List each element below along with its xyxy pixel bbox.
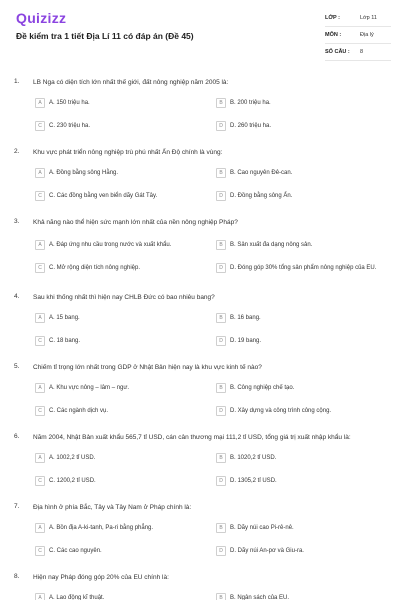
option-text: B. Dãy núi cao Pi-rê-nê. [230,525,294,531]
question-number: 4. [14,293,20,300]
option-letter-box: B [216,383,226,393]
meta-value: 8 [360,49,364,55]
option-text: D. Đóng góp 30% tổng sản phẩm nông nghiệp của EU. [230,265,377,271]
answer-option-b[interactable] [216,240,388,250]
answer-option-a[interactable] [35,98,205,108]
question-text: Hiện nay Pháp đóng góp 20% của EU chính là: [33,574,169,581]
option-letter-box: C [35,546,45,556]
meta-value: Lớp 11 [360,15,377,21]
answer-option-c[interactable] [35,121,205,131]
answer-option-d[interactable] [216,406,388,416]
answer-option-b[interactable] [216,453,388,463]
answer-option-c[interactable] [35,191,205,201]
option-text: B. Ngân sách của EU. [230,595,290,600]
option-text: C. Mở rộng diện tích nông nghiệp. [49,265,140,271]
option-letter-box: B [216,453,226,463]
option-text: A. Khu vực nông – lâm – ngư. [49,385,130,391]
option-text: B. Cao nguyên Đê-can. [230,170,293,176]
answer-option-d[interactable] [216,546,388,556]
option-letter-box: C [35,476,45,486]
answer-option-b[interactable] [216,593,388,600]
option-text: D. 260 triệu ha. [230,123,272,129]
worksheet-meta [325,10,391,61]
question-text: Sau khi thống nhất thì hiện nay CHLB Đức có bao nhiêu bang? [33,294,215,301]
question-text: Địa hình ở phía Bắc, Tây và Tây Nam ở Pháp chính là: [33,504,192,511]
answer-option-c[interactable] [35,336,205,346]
option-letter-box: D [216,406,226,416]
option-letter-box: A [35,313,45,323]
option-letter-box: D [216,476,226,486]
answer-option-a[interactable] [35,383,205,393]
meta-label: MÔN : [325,32,342,38]
answer-option-c[interactable] [35,476,205,486]
option-text: D. 1305,2 tỉ USD. [230,478,277,484]
question-text: Năm 2004, Nhật Bản xuất khẩu 565,7 tỉ USD, cán cân thương mại 111,2 tỉ USD, tổng giá trị xuất nhập khẩu là: [33,434,351,441]
option-text: A. Bồn địa A-ki-tanh, Pa-ri bằng phẳng. [49,525,154,531]
answer-option-c[interactable] [35,546,205,556]
meta-row-class [325,10,391,27]
option-letter-box: B [216,240,226,250]
question-block [0,363,400,431]
meta-label: SỐ CÂU : [325,49,350,55]
answer-option-d[interactable] [216,336,388,346]
question-number: 5. [14,363,20,370]
option-letter-box: C [35,191,45,201]
question-block [0,148,400,216]
option-text: A. Lao động kĩ thuật. [49,595,105,600]
answer-option-b[interactable] [216,523,388,533]
option-text: C. Các cao nguyên. [49,548,102,554]
question-block [0,293,400,361]
answer-option-a[interactable] [35,523,205,533]
option-text: C. 230 triệu ha. [49,123,91,129]
option-letter-box: D [216,546,226,556]
option-letter-box: D [216,336,226,346]
option-text: B. Sản xuất đa dạng nông sản. [230,242,313,248]
question-text: LB Nga có diện tích lớn nhất thế giới, đất nông nghiệp năm 2005 là: [33,79,229,86]
option-text: A. 1002,2 tỉ USD. [49,455,96,461]
option-text: B. 200 triệu ha. [230,100,271,106]
option-letter-box: B [216,593,226,600]
question-text: Khả năng nào thể hiện sức mạnh lớn nhất của nền nông nghiệp Pháp? [33,219,238,226]
answer-option-c[interactable] [35,406,205,416]
answer-option-d[interactable] [216,263,388,273]
question-block [0,433,400,501]
option-text: D. 19 bang. [230,338,262,344]
option-letter-box: C [35,263,45,273]
answer-option-d[interactable] [216,191,388,201]
question-text: Khu vực phát triển nông nghiệp trù phú nhất Ấn Độ chính là vùng: [33,149,223,156]
question-block [0,573,400,600]
option-letter-box: D [216,191,226,201]
option-text: A. 15 bang. [49,315,80,321]
option-letter-box: A [35,240,45,250]
option-letter-box: D [216,263,226,273]
answer-option-b[interactable] [216,383,388,393]
question-number: 8. [14,573,20,580]
option-text: D. Dãy núi An-pơ và Giu-ra. [230,548,304,554]
option-letter-box: A [35,453,45,463]
meta-row-count [325,44,391,61]
option-text: A. Đáp ứng nhu cầu trong nước và xuất khẩu. [49,242,172,248]
option-text: C. 1200,2 tỉ USD. [49,478,96,484]
option-letter-box: C [35,336,45,346]
answer-option-d[interactable] [216,121,388,131]
question-number: 3. [14,218,20,225]
option-text: C. Các đồng bằng ven biển dãy Gát Tây. [49,193,158,199]
answer-option-a[interactable] [35,453,205,463]
question-number: 7. [14,503,20,510]
question-text: Chiếm tỉ trọng lớn nhất trong GDP ở Nhật Bản hiện nay là khu vực kinh tế nào? [33,364,262,371]
question-block [0,218,400,286]
option-letter-box: B [216,313,226,323]
option-letter-box: A [35,593,45,600]
answer-option-d[interactable] [216,476,388,486]
option-letter-box: A [35,523,45,533]
meta-row-subject [325,27,391,44]
option-text: B. 1020,2 tỉ USD. [230,455,277,461]
option-letter-box: C [35,121,45,131]
option-text: C. 18 bang. [49,338,81,344]
question-block [0,78,400,146]
option-letter-box: B [216,523,226,533]
answer-option-b[interactable] [216,168,388,178]
option-text: B. 16 bang. [230,315,261,321]
answer-option-a[interactable] [35,313,205,323]
option-text: D. Đồng bằng sông Ấn. [230,193,293,199]
option-letter-box: B [216,168,226,178]
question-number: 6. [14,433,20,440]
answer-option-a[interactable] [35,168,205,178]
answer-option-b[interactable] [216,98,388,108]
quizizz-logo: Quizizz [16,10,67,26]
option-text: A. 150 triệu ha. [49,100,90,106]
answer-option-b[interactable] [216,313,388,323]
question-number: 2. [14,148,20,155]
option-text: C. Các ngành dịch vụ. [49,408,109,414]
option-letter-box: B [216,98,226,108]
option-letter-box: A [35,168,45,178]
option-text: A. Đồng bằng sông Hằng. [49,170,119,176]
meta-value: Địa lý [360,32,374,38]
meta-label: LỚP : [325,15,340,21]
option-text: B. Công nghiệp chế tạo. [230,385,295,391]
option-text: D. Xây dựng và công trình công cộng. [230,408,332,414]
answer-option-a[interactable] [35,240,205,250]
answer-option-a[interactable] [35,593,205,600]
answer-option-c[interactable] [35,263,205,273]
worksheet-header [0,0,400,66]
question-number: 1. [14,78,20,85]
option-letter-box: D [216,121,226,131]
option-letter-box: A [35,383,45,393]
option-letter-box: A [35,98,45,108]
question-block [0,503,400,571]
option-letter-box: C [35,406,45,416]
worksheet-title: Đề kiểm tra 1 tiết Địa Lí 11 có đáp án (Đề 45) [16,31,194,41]
